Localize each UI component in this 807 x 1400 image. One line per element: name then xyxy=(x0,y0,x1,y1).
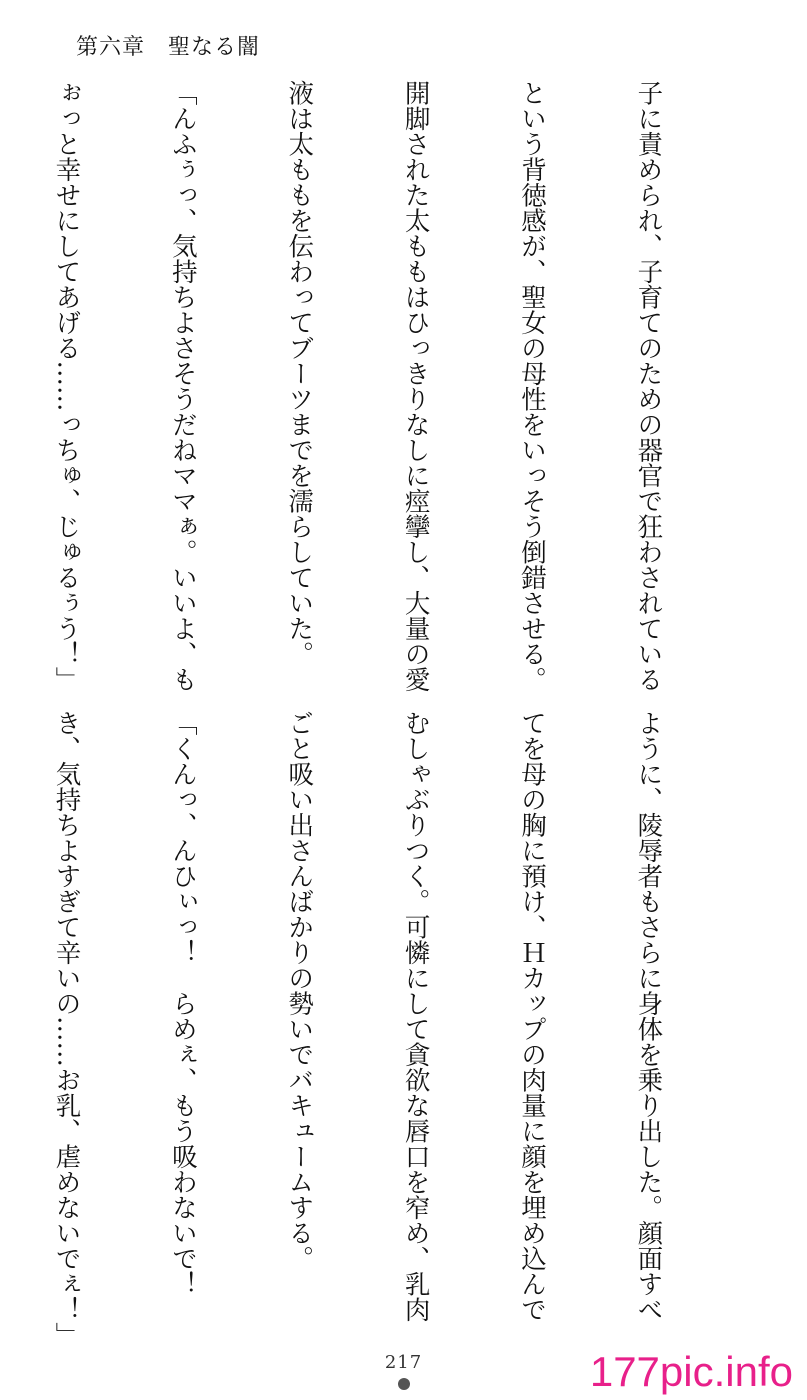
bottom-text-block xyxy=(0,710,745,1348)
text-line: てを母の胸に預け、Ｈカップの肉量に顔を埋め込んで xyxy=(517,710,548,1322)
watermark: 177pic.info xyxy=(589,1348,793,1395)
text-line: 「んふぅっ、気持ちよさそうだねママぁ。いいよ、も xyxy=(167,80,198,692)
text-line: ぉっと幸せにしてあげる……っちゅ、じゅるぅう！」 xyxy=(51,80,82,692)
text-line: 開脚された太ももはひっきりなしに痙攣し、大量の愛 xyxy=(400,80,431,692)
text-line: き、気持ちよすぎて辛いの……お乳、虐めないでぇ！」 xyxy=(51,710,82,1348)
text-line: 子に責められ、子育てのための器官で狂わされている xyxy=(633,80,664,692)
text-line: という背徳感が、聖女の母性をいっそう倒錯させる。 xyxy=(517,80,548,692)
page-number: 217 xyxy=(384,1352,423,1373)
text-line: 「くんっ、んひぃっ！ らめぇ、もう吸わないで！ xyxy=(167,710,198,1297)
text-line: むしゃぶりつく。可憐にして貪欲な唇口を窄め、乳肉 xyxy=(400,710,431,1322)
chapter-title: 第六章 聖なる闇 xyxy=(76,35,261,60)
text-line: ように、陵辱者もさらに身体を乗り出した。顔面すべ xyxy=(633,710,664,1322)
text-line: 液は太ももを伝わってブーツまでを濡らしていた。 xyxy=(284,80,315,667)
text-line: ごと吸い出さんばかりの勢いでバキュームする。 xyxy=(284,710,315,1271)
page-dot-icon xyxy=(398,1378,410,1390)
top-text-block xyxy=(0,80,745,700)
